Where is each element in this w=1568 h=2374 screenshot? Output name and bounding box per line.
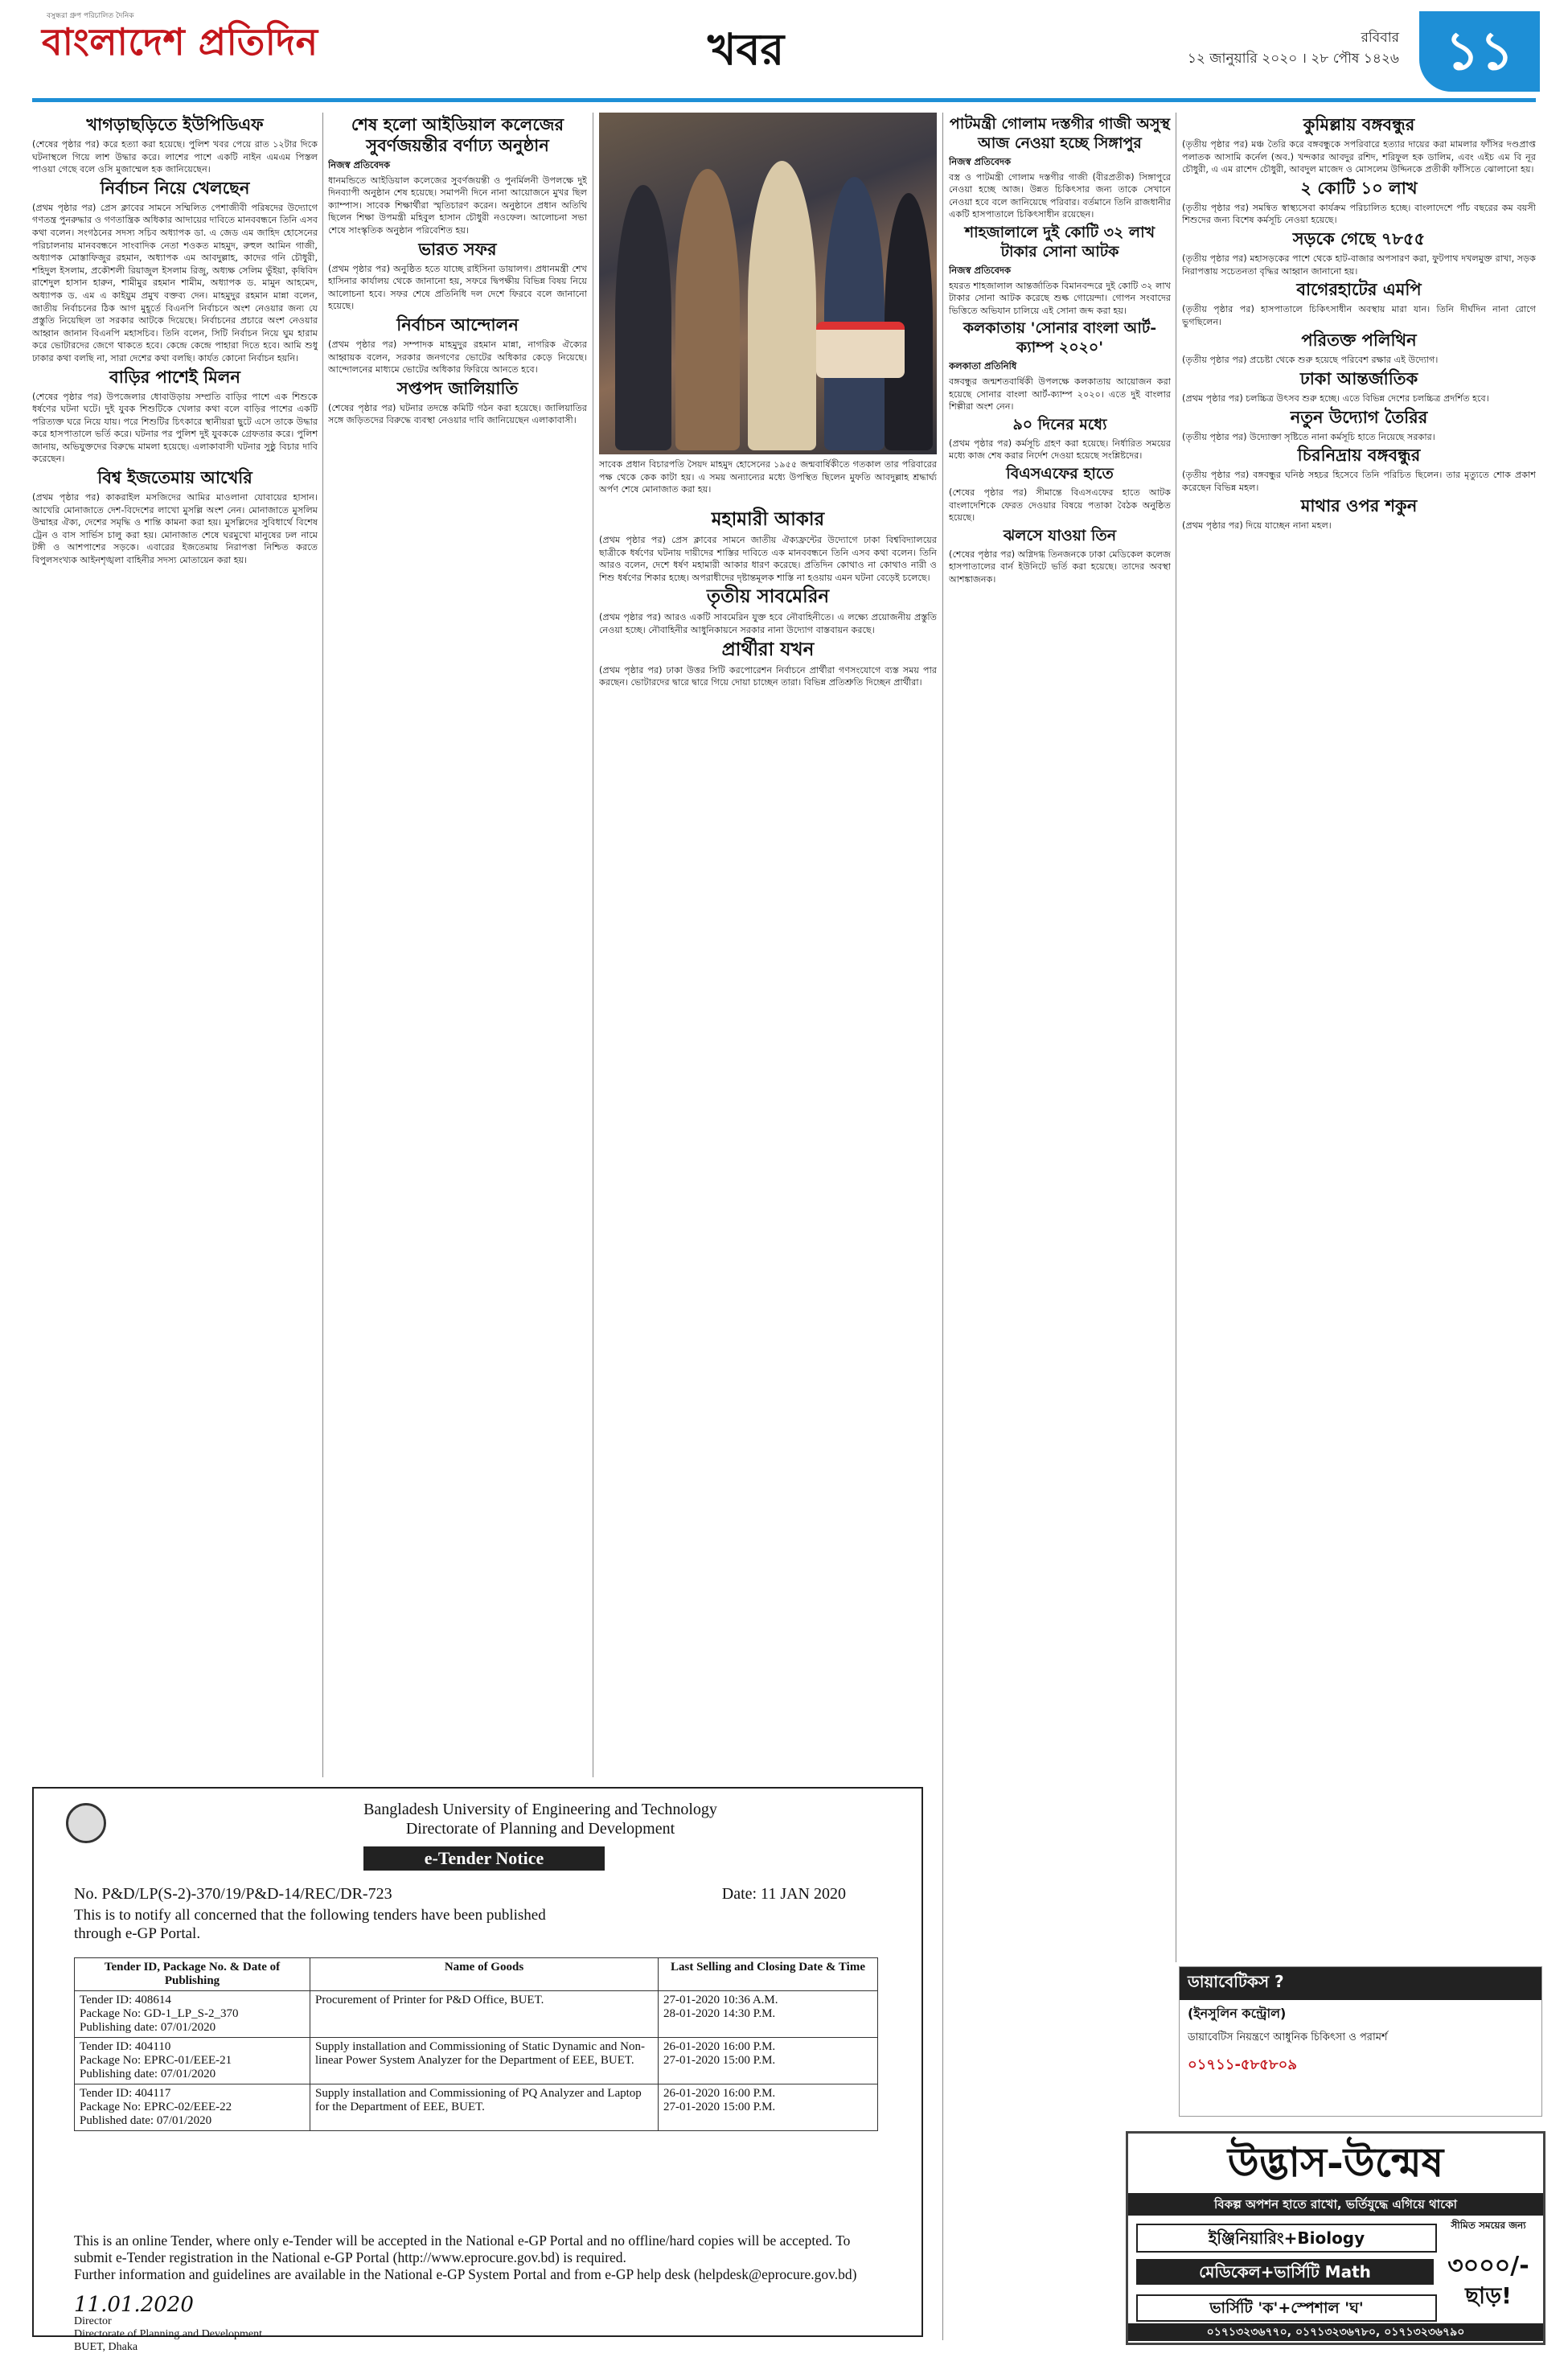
headline[interactable]: ২ কোটি ১০ লাখ <box>1300 177 1418 198</box>
tender-id: Tender ID: 408614 <box>80 1994 171 2006</box>
table-header: Tender ID, Package No. & Date of Publishing <box>75 1958 310 1991</box>
ad-limited: সীমিত সময়ের জন্য <box>1451 2220 1526 2231</box>
day-name: রবিবার <box>1361 30 1399 46</box>
headline[interactable]: বিএসএফের হাতে <box>1006 464 1114 483</box>
byline: নিজস্ব প্রতিবেদক <box>949 264 1012 276</box>
column-1 <box>32 113 318 1781</box>
masthead-tagline: বসুন্ধরা গ্রুপ পরিচালিত দৈনিক <box>47 12 134 20</box>
table-header: Last Selling and Closing Date & Time <box>659 1958 878 1991</box>
headline[interactable]: ঝলসে যাওয়া তিন <box>1003 526 1117 544</box>
page-number: ১১ <box>1419 11 1540 92</box>
article-body: (শেষের পৃষ্ঠার পর) করে হত্যা করা হয়েছে। পুলিশ খবর পেয়ে রাত ১২টার দিকে ঘটনাস্থলে গিয়ে লাশ উদ্ধার করে। লাশের পাশে একটি নাইন এমএম পিস্তল পাওয়া গেছে বলে ওসি মুজাম্মেল হক জানিয়েছেন। <box>32 139 318 175</box>
signatory-location: BUET, Dhaka <box>74 2341 138 2353</box>
tender-package: Package No: GD-1_LP_S-2_370 <box>80 2007 239 2020</box>
article-body: হযরত শাহজালাল আন্তর্জাতিক বিমানবন্দরে দুই কোটি ৩২ লাখ টাকার সোনা আটক করেছে শুল্ক গোয়েন্দা। গোপন সংবাদের ভিত্তিতে অভিযান চালিয়ে এই সোনা জব্দ করা হয়। <box>949 280 1171 316</box>
tender-selling-date: 26-01-2020 16:00 P.M. <box>663 2087 776 2100</box>
article-body: (শেষের পৃষ্ঠার পর) অগ্নিদগ্ধ তিনজনকে ঢাকা মেডিকেল কলেজ হাসপাতালের বার্ন ইউনিটে ভর্তি করা হয়েছে। তাদের অবস্থা আশঙ্কাজনক। <box>949 548 1171 585</box>
article-body: (তৃতীয় পৃষ্ঠার পর) উদ্যোক্তা সৃষ্টিতে নানা কর্মসূচি হাতে নিয়েছে সরকার। <box>1182 431 1435 442</box>
tender-closing-date: 27-01-2020 15:00 P.M. <box>663 2054 776 2067</box>
article-body: (শেষের পৃষ্ঠার পর) উপজেলার ধোবাউড়ায় সম্প্রতি বাড়ির পাশে এক শিশুকে ধর্ষণের ঘটনা ঘটে। দুই যুবক শিশুটিকে খেলার কথা বলে বাড়ির পাশের একটি পরিত্যক্ত ঘরে নিয়ে যায়। পরে শিশুটির চিৎকারে স্থানীয়রা ছুটে এসে তাকে উদ্ধার করে হাসপাতালে ভর্তি করে। ঘটনার পর পুলিশ দুই যুবককে গ্রেফতার করে। পুলিশ জানায়, অভিযুক্তদের বিরুদ্ধে মামলা হয়েছে। এলাকাবাসী ঘটনার সুষ্ঠু বিচার দাবি করেছেন। <box>32 391 318 465</box>
signatory-title: Director <box>74 2315 112 2327</box>
tender-org <box>331 1800 749 1838</box>
tender-selling-date: 26-01-2020 16:00 P.M. <box>663 2040 776 2053</box>
headline[interactable]: শাহজালালে দুই কোটি ৩২ লাখ টাকার সোনা আটক <box>964 223 1155 261</box>
article-body: ধানমন্ডিতে আইডিয়াল কলেজের সুবর্ণজয়ন্তী ও পুনর্মিলনী উপলক্ষে দুই দিনব্যাপী অনুষ্ঠান শেষ হয়েছে। সমাপনী দিনে নানা আয়োজনে মুখর ছিল ক্যাম্পাস। সাবেক শিক্ষার্থীরা স্মৃতিচারণ করেন। অনুষ্ঠানে প্রধান অতিথি ছিলেন শিক্ষা উপমন্ত্রী মহিবুল হাসান চৌধুরী নওফেল। আলোচনা সভা শেষে সাংস্কৃতিক অনুষ্ঠান পরিবেশিত হয়। <box>328 175 587 236</box>
tender-ref-no: No. P&D/LP(S-2)-370/19/P&D-14/REC/DR-723 <box>74 1885 392 1903</box>
headline[interactable]: কলকাতায় 'সোনার বাংলা আর্ট-ক্যাম্প ২০২০' <box>963 319 1157 357</box>
tender-package: Package No: EPRC-02/EEE-22 <box>80 2101 232 2113</box>
headline[interactable]: মহামারী আকার <box>711 508 825 530</box>
table-row <box>75 1991 878 2038</box>
ad-subtitle: (ইনসুলিন কন্ট্রোল) <box>1188 2006 1287 2021</box>
photo-caption: সাবেক প্রধান বিচারপতি সৈয়দ মাহমুদ হোসেনের ১৯৫৫ জন্মবার্ষিকীতে গতকাল তার পরিবারের পক্ষ থেকে কেক কাটা হয়। এ সময় অন্যান্যের মধ্যে উপস্থিত ছিলেন মুফতি আবদুল্লাহ শ্রদ্ধার্ঘ্য অর্পণ শেষে মোনাজাত করা হয়। <box>599 459 937 495</box>
column-5 <box>1182 113 1536 1958</box>
tender-footer-line: This is an online Tender, where only e-Tender will be accepted in the National e-GP Portal and no offline/hard copies will be accepted. To submit e-Tender registration in the National e-GP Portal (http://www.eprocure.gov.bd) is required. <box>74 2232 851 2265</box>
article-body: (তৃতীয় পৃষ্ঠার পর) হাসপাতালে চিকিৎসাধীন অবস্থায় মারা যান। তিনি দীর্ঘদিন নানা রোগে ভুগছিলেন। <box>1182 304 1536 327</box>
headline[interactable]: খাগড়াছড়িতে ইউপিডিএফ <box>86 114 264 134</box>
article-body: (শেষের পৃষ্ঠার পর) সীমান্তে বিএসএফের হাতে আটক বাংলাদেশিকে ফেরত দেওয়ার বিষয়ে পতাকা বৈঠক অনুষ্ঠিত হয়েছে। <box>949 487 1171 524</box>
ad-course: ভার্সিটি 'ক'+স্পেশাল 'ঘ' <box>1136 2294 1437 2322</box>
ad-course: মেডিকেল+ভার্সিটি Math <box>1136 2259 1434 2285</box>
udvash-ad[interactable] <box>1126 2131 1545 2345</box>
tender-selling-date: 27-01-2020 10:36 A.M. <box>663 1994 778 2006</box>
headline[interactable]: ৯০ দিনের মধ্যে <box>1012 415 1107 433</box>
tender-ref <box>74 1885 878 1904</box>
tender-signature-block <box>74 2294 396 2354</box>
article-body: (শেষের পৃষ্ঠার পর) ঘটনার তদন্তে কমিটি গঠন করা হয়েছে। জালিয়াতির সঙ্গে জড়িতদের বিরুদ্ধে ব্যবস্থা নেওয়ার দাবি জানিয়েছেন এলাকাবাসী। <box>328 402 587 426</box>
tender-id: Tender ID: 404117 <box>80 2087 171 2100</box>
headline[interactable]: পরিতক্ত পলিথিন <box>1301 330 1417 351</box>
article-body: বস্ত্র ও পাটমন্ত্রী গোলাম দস্তগীর গাজী (বীরপ্রতীক) সিঙ্গাপুরে নেওয়া হচ্ছে আজ। উন্নত চিকিৎসার জন্য তাকে সেখানে নেওয়া হবে বলে জানিয়েছে পরিবার। বর্তমানে তিনি রাজধানীর একটি হাসপাতালে চিকিৎসাধীন রয়েছেন। <box>949 171 1171 220</box>
article-body: (প্রথম পৃষ্ঠার পর) প্রেস ক্লাবের সামনে সম্মিলিত পেশাজীবী পরিষদের উদ্যোগে গণতন্ত্র পুনরুদ্ধার ও গণতান্ত্রিক অধিকার আদায়ের দাবিতে মানববন্ধনে তিনি এসব কথা বলেন। সংগঠনের সদস্য সচিব অধ্যাপক ডা. এ জেড এম জাহিদ হোসেনের পরিচালনায় মানববন্ধনে সাংবাদিক নেতা শওকত মাহমুদ, রুহুল আমিন গাজী, অধ্যাপক মোস্তাফিজুর রহমান, অধ্যাপক এম আবদুল্লাহ, কাদের গনি চৌধুরী, শহিদুল ইসলাম, প্রকৌশলী রিয়াজুল ইসলাম রিজু, অধ্যক্ষ সেলিম ভুঁইয়া, কৃষিবিদ রাশেদুল হাসান হারুন, শামীমুর রহমান শামীম, অধ্যাপক ড. মামুন আহমেদ, অধ্যাপক ড. এম এ কাইয়ুম প্রমুখ বক্তব্য দেন। মাহমুদুর রহমান মান্না বলেন, জাতীয় নির্বাচনের ঠিক আগ মুহূর্তে বিএনপি নির্বাচনে অংশ নেওয়ার জন্য যে প্রস্তুতি নিয়েছিল তা সরকার আটকে দিয়েছে। নির্বাচনের প্রচারে অংশ নেওয়ার আহ্বান জানান বিএনপি মহাসচিব। তিনি বলেন, সিটি নির্বাচন নিয়ে ঘুম হারাম করে ভোটারদের জেগে থাকতে হবে। কেন্দ্রে কেন্দ্রে পাহারা দিতে হবে। আমি শুধু ঢাকার কথা বলছি না, সারা দেশের কথা বলছি। কার্যত কোনো নির্বাচন হয়নি। <box>32 202 318 363</box>
byline: কলকাতা প্রতিনিধি <box>949 360 1017 372</box>
byline: নিজস্ব প্রতিবেদক <box>328 159 391 170</box>
headline[interactable]: প্রার্থীরা যখন <box>721 638 815 660</box>
article-body: (তৃতীয় পৃষ্ঠার পর) সমন্বিত স্বাস্থ্যসেবা কার্যক্রম পরিচালিত হচ্ছে। বাংলাদেশে পাঁচ বছরের কম বয়সী শিশুদের জন্য বিশেষ কর্মসূচি নেওয়া হয়েছে। <box>1182 202 1536 226</box>
tender-publish-date: Published date: 07/01/2020 <box>80 2114 212 2127</box>
headline[interactable]: নতুন উদ্যোগ তৈরির <box>1290 406 1428 427</box>
column-divider <box>322 113 323 1777</box>
tender-directorate: Directorate of Planning and Development <box>405 1820 675 1838</box>
headline[interactable]: চিরনিদ্রায় বঙ্গবন্ধুর <box>1297 445 1421 466</box>
article-body: (প্রথম পৃষ্ঠার পর) অনুষ্ঠিত হতে যাচ্ছে রাইসিনা ডায়ালগ। প্রধানমন্ত্রী শেখ হাসিনার কার্যালয় থেকে জানানো হয়, সফরে দ্বিপক্ষীয় বিভিন্ন বিষয় নিয়ে আলোচনা হবে। সফর শেষে প্রতিনিধি দল দেশে ফিরবে বলে জানানো হয়েছে। <box>328 263 587 312</box>
article-body: (প্রথম পৃষ্ঠার পর) দিয়ে যাচ্ছেন নানা মহল। <box>1182 520 1332 532</box>
headline[interactable]: বিশ্ব ইজতেমায় আখেরি <box>97 467 252 488</box>
ad-body: ডায়াবেটিস নিয়ন্ত্রণে আধুনিক চিকিৎসা ও পরামর্শ <box>1188 2031 1388 2043</box>
column-3 <box>599 507 937 1777</box>
tender-footer-line: Further information and guidelines are available in the National e-GP System Portal and from e-GP help desk (helpdesk@eprocure.gov.bd) <box>74 2266 857 2282</box>
date-line: ১২ জানুয়ারি ২০২০ । ২৮ পৌষ ১৪২৬ <box>1187 51 1399 67</box>
ad-phones: ০১৭১৩২৩৬৭৭০, ০১৭১৩২৩৬৭৮০, ০১৭১৩২৩৬৭৯০ <box>1128 2323 1543 2341</box>
header-rule <box>32 98 1536 102</box>
ad-discount-label: ছাড়! <box>1465 2282 1512 2309</box>
column-4 <box>949 113 1171 2340</box>
tender-intro: This is to notify all concerned that the following tenders have been published through e-GP Portal. <box>74 1907 546 1942</box>
tender-closing-date: 27-01-2020 15:00 P.M. <box>663 2101 776 2113</box>
tender-goods: Supply installation and Commissioning of PQ Analyzer and Laptop for the Department of EEE, BUET. <box>310 2084 659 2131</box>
ad-phone: ০১৭১১-৫৮৫৮০৯ <box>1188 2056 1298 2073</box>
ad-discount: ৩০০০/- <box>1447 2252 1529 2280</box>
masthead-logo: বাংলাদেশ প্রতিদিন <box>42 20 318 64</box>
byline: নিজস্ব প্রতিবেদক <box>949 156 1012 167</box>
tender-footer <box>74 2232 878 2283</box>
article-body: (তৃতীয় পৃষ্ঠার পর) মহাসড়কের পাশে থেকে হাট-বাজার অপসারণ করা, ফুটপাথ দখলমুক্ত রাখা, সড়ক নিরাপত্তায় সচেতনতা বৃদ্ধির আহ্বান জানানো হয়। <box>1182 253 1536 277</box>
tender-publish-date: Publishing date: 07/01/2020 <box>80 2068 216 2080</box>
tender-id: Tender ID: 404110 <box>80 2040 171 2053</box>
headline[interactable]: পাটমন্ত্রী গোলাম দস্তগীর গাজী অসুস্থ আজ নেওয়া হচ্ছে সিঙ্গাপুর <box>949 115 1171 152</box>
headline[interactable]: বাড়ির পাশেই মিলন <box>109 366 240 387</box>
headline[interactable]: তৃতীয় সাবমেরিন <box>706 585 830 608</box>
table-row <box>75 2038 878 2084</box>
headline[interactable]: কুমিল্লায় বঙ্গবন্ধুর <box>1303 114 1415 134</box>
table-row <box>75 2084 878 2131</box>
article-body: বঙ্গবন্ধুর জন্মশতবার্ষিকী উপলক্ষে কলকাতায় আয়োজন করা হয়েছে সোনার বাংলা আর্ট-ক্যাম্প ২০২০। এতে দুই বাংলার শিল্পীরা অংশ নেন। <box>949 376 1171 413</box>
article-body: (তৃতীয় পৃষ্ঠার পর) প্রচেষ্টা থেকে শুরু হয়েছে পরিবেশ রক্ষার এই উদ্যোগ। <box>1182 355 1439 366</box>
news-photo[interactable] <box>599 113 937 454</box>
article-body: (তৃতীয় পৃষ্ঠার পর) মঞ্চ তৈরি করে বঙ্গবন্ধুকে সপরিবারে হত্যার দায়ের করা মামলার ফাঁসির দণ্ডপ্রাপ্ত পলাতক আসামি কর্নেল (অব.) খন্দকার আবদুর রশিদ, শরিফুল হক ডালিম, এবং এইচ এম বি নূর চৌধুরী, এ এম রাশেদ চৌধুরী, আবদুল মাজেদ ও মোসলেম উদ্দিনকে প্রতীকী ফাঁসিতে ঝোলানো হয়। <box>1182 139 1536 175</box>
headline[interactable]: সড়কে গেছে ৭৮৫৫ <box>1292 228 1426 248</box>
headline[interactable]: ভারত সফর <box>418 238 497 259</box>
diabetes-ad[interactable] <box>1179 1966 1542 2117</box>
headline[interactable]: ঢাকা আন্তর্জাতিক <box>1299 368 1418 388</box>
tender-date: Date: 11 JAN 2020 <box>721 1885 846 1903</box>
ad-slogan: বিকল্প অপশন হাতে রাখো, ভর্তিযুদ্ধে এগিয়ে থাকো <box>1128 2193 1543 2216</box>
article-body: (প্রথম পৃষ্ঠার পর) কাকরাইল মসজিদের আমির মাওলানা যোবায়ের হাসান। আখেরি মোনাজাতে দেশ-বিদেশের লাখো মুসল্লি অংশ নেন। মোনাজাতে মুসলিম উম্মাহর ঐক্য, দেশের সমৃদ্ধি ও শান্তি কামনা করা হয়। মুসল্লিদের সুবিধার্থে বিশেষ ট্রেন ও বাস সার্ভিস চালু করা হয়। মোনাজাত শেষে ঘরমুখো মানুষের ঢল নামে টঙ্গী ও আশপাশের সড়কে। এবারের ইজতেমায় নিরাপত্তা নিশ্চিত করতে বিপুলসংখ্যক আইনশৃঙ্খলা বাহিনীর সদস্য মোতায়েন করা হয়। <box>32 492 318 566</box>
signatory-office: Directorate of Planning and Development <box>74 2328 263 2340</box>
article-body: (প্রথম পৃষ্ঠার পর) আরও একটি সাবমেরিন যুক্ত হবে নৌবাহিনীতে। এ লক্ষ্যে প্রয়োজনীয় প্রস্তুতি নেওয়া হচ্ছে। নৌবাহিনীর আধুনিকায়নে সরকার নানা উদ্যোগ বাস্তবায়ন করছে। <box>599 612 937 635</box>
column-2 <box>328 113 587 1781</box>
headline[interactable]: মাথার ওপর শকুন <box>1300 495 1418 516</box>
article-body: (প্রথম পৃষ্ঠার পর) ঢাকা উত্তর সিটি করপোরেশন নির্বাচনে প্রার্থীরা গণসংযোগে ব্যস্ত সময় পার করছেন। ভোটারদের দ্বারে দ্বারে গিয়ে দোয়া চাচ্ছেন তারা। বিভিন্ন প্রতিশ্রুতি দিচ্ছেন প্রার্থীরা। <box>599 664 937 688</box>
ad-title: উদ্ভাস-উন্মেষ <box>1227 2138 1444 2186</box>
article-body: (প্রথম পৃষ্ঠার পর) কর্মসূচি গ্রহণ করা হয়েছে। নির্ধারিত সময়ের মধ্যে কাজ শেষ করার নির্দেশ দেওয়া হয়েছে সংশ্লিষ্টদের। <box>949 437 1171 462</box>
tender-title: e-Tender Notice <box>363 1846 605 1871</box>
headline[interactable]: বাগেরহাটের এমপি <box>1296 279 1422 300</box>
tender-table <box>74 1957 878 2131</box>
tender-closing-date: 28-01-2020 14:30 P.M. <box>663 2007 776 2020</box>
article-body: (প্রথম পৃষ্ঠার পর) চলচ্চিত্র উৎসব শুরু হচ্ছে। এতে বিভিন্ন দেশের চলচ্চিত্র প্রদর্শিত হবে। <box>1182 392 1489 404</box>
headline[interactable]: নির্বাচন আন্দোলন <box>396 314 519 335</box>
headline[interactable]: শেষ হলো আইডিয়াল কলেজের সুবর্ণজয়ন্তীর বর্ণাঢ্য অনুষ্ঠান <box>351 114 564 155</box>
article-body: (প্রথম পৃষ্ঠার পর) সম্পাদক মাহমুদুর রহমান মান্না, নাগরিক ঐক্যের আহ্বায়ক বলেন, সরকার জনগণের ভোটের অধিকার কেড়ে নিয়েছে। আন্দোলনের মাধ্যমে ভোটের অধিকার ফিরিয়ে আনতে হবে। <box>328 339 587 376</box>
table-header: Name of Goods <box>310 1958 659 1991</box>
tender-publish-date: Publishing date: 07/01/2020 <box>80 2021 216 2034</box>
tender-goods: Supply installation and Commissioning of Static Dynamic and Non-linear Power System Analyzer for the Department of EEE, BUET. <box>310 2038 659 2084</box>
headline[interactable]: নির্বাচন নিয়ে খেলছেন <box>100 177 250 198</box>
signature: 11.01.2020 <box>74 2293 194 2317</box>
section-title: খবর <box>708 23 785 75</box>
article-body: (তৃতীয় পৃষ্ঠার পর) বঙ্গবন্ধুর ঘনিষ্ঠ সহচর হিসেবে তিনি পরিচিত ছিলেন। তার মৃত্যুতে শোক প্রকাশ করেছেন বিভিন্ন মহল। <box>1182 470 1536 493</box>
ad-course: ইঞ্জিনিয়ারিং+Biology <box>1136 2224 1437 2253</box>
article-body: (প্রথম পৃষ্ঠার পর) প্রেস ক্লাবের সামনে জাতীয় ঐক্যফ্রন্টের উদ্যোগে ঢাকা বিশ্ববিদ্যালয়ের ছাত্রীকে ধর্ষণের ঘটনায় দায়ীদের শাস্তির দাবিতে এক মানববন্ধনে তিনি এসব কথা বলেন। তিনি আরও বলেন, দেশে ধর্ষণ মহামারী আকার ধারণ করেছে। প্রতিদিন কোথাও না কোথাও নারী ও শিশু ধর্ষণের শিকার হচ্ছে। অপরাধীদের দৃষ্টান্তমূলক শাস্তি না হওয়ায় এমন ঘটনা বেড়েই চলেছে। <box>599 535 937 583</box>
tender-package: Package No: EPRC-01/EEE-21 <box>80 2054 232 2067</box>
buet-seal-icon <box>66 1803 106 1843</box>
ad-title: ডায়াবেটিকস ? <box>1180 1967 1541 2000</box>
tender-goods: Procurement of Printer for P&D Office, BUET. <box>310 1991 659 2038</box>
headline[interactable]: সপ্তপদ জালিয়াতি <box>396 377 519 398</box>
tender-notice <box>32 1787 923 2353</box>
column-divider <box>942 113 943 2340</box>
tender-org-name: Bangladesh University of Engineering and Technology <box>363 1801 717 1818</box>
